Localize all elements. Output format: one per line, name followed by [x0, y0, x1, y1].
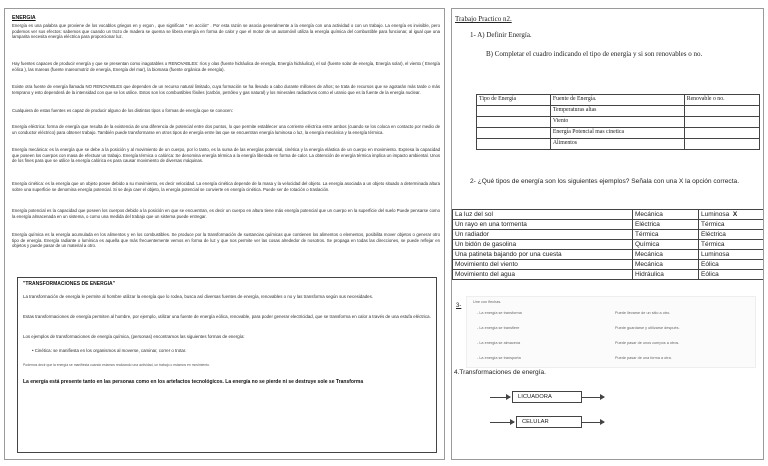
matching-left-item[interactable]: - La energía se almacena: [477, 341, 521, 345]
table-cell-empty[interactable]: [684, 139, 759, 150]
example-cell: Movimiento del agua: [453, 270, 633, 280]
celular-box: CELULAR: [516, 416, 582, 428]
box-closing: La energía está presente tanto en las personas como en los artefactos tecnológicos. La energía no se pierde ni se destruye sole se Transforma: [23, 379, 364, 385]
energy-table: [476, 94, 760, 150]
table-header: Tipo de Energía: [477, 95, 551, 106]
example-cell: Un rayo en una tormenta: [453, 220, 633, 230]
box-small-note: Podemos decir que la energía se manifiesta cuando estamos realizando una actividad, un trabajo o estamos en movimiento.: [23, 363, 210, 367]
table-cell-empty[interactable]: [477, 128, 551, 139]
question-2: 2- ¿Qué tipos de energía son los siguientes ejemplos? Señala con una X la opción correcta.: [470, 178, 740, 185]
option-cell[interactable]: Mecánica: [633, 250, 699, 260]
box-bullet: • Cinética: se manifiesta en los organismos al moverse, caminar, correr o trotar.: [32, 348, 187, 353]
bullet-text: Cinética: se manifiesta en los organismos al moverse, caminar, correr o trotar.: [34, 348, 187, 353]
question-1a: 1- A) Definir Energía.: [470, 31, 532, 39]
arrow-icon: [582, 397, 604, 398]
table-row: [453, 260, 765, 270]
arrow-icon: [582, 422, 604, 423]
option-text: Luminosa: [701, 211, 730, 218]
example-cell: Un radiador: [453, 230, 633, 240]
option-cell[interactable]: Eólica: [699, 260, 765, 270]
example-cell: Una patineta bajando por una cuesta: [453, 250, 633, 260]
transformaciones-box: [17, 277, 437, 453]
option-cell[interactable]: Térmica: [633, 230, 699, 240]
table-cell-empty[interactable]: [684, 128, 759, 139]
option-cell[interactable]: Química: [633, 240, 699, 250]
option-cell[interactable]: Mecánica: [633, 260, 699, 270]
matching-exercise: [466, 296, 756, 368]
paragraph-intro: Energía es una palabra que proviene de los vocablos griegos en y ergon , que significan " en acción" . Por esta razón se asocia generalmente a la energía con una actividad o con un trabajo. La energía es invisible, pero podemos ver sus efectos: sabemos que cuando un trozo de madera se quema se libera energía en forma de calor y que el motor de un automóvil utiliza la energía química del combustible para funcionar, al igual que una lamparita necesita energía eléctrica para proporcionar luz.: [12, 23, 440, 40]
paragraph-no-renovables: Existe otra fuente de energía llamada NO RENOVABLES que dependen de un recurso natural limitado, cuya formación se ha llevado a cabo durante millones de años; se trata de recursos que se agotarán más tarde o más temprano y esto dependerá de la intensidad con que se los utilice. Estos son los combustibles fósiles (carbón, petróleo y gas natural) y los minerales radiactivos como el uranio que es la fuente de la energía nuclear.: [12, 84, 440, 95]
table-cell-empty[interactable]: [477, 106, 551, 117]
paragraph-quimica: Energía química es la energía acumulada en los alimentos y en los combustibles. Se produce por la transformación de sustancias químicas que contienen los alimentos o elementos, posibilita mover objetos o generar otro tipo de energía. Energía radiante o lumínica es aquella que más frecuentemente vemos en forma de luz y que nos permite ver las cosas alrededor de nosotros. Se propaga en todas las direcciones, se puede reflejar en objetos y puede pasar de un material a otro.: [12, 232, 440, 249]
matching-right-item[interactable]: Puede llevarse de un sitio a otro.: [615, 311, 671, 315]
licuadora-box: LICUADORA: [512, 391, 582, 403]
box-title: "TRANSFORMACIONES DE ENERGIA": [23, 281, 115, 287]
table-cell-empty[interactable]: [477, 139, 551, 150]
option-cell[interactable]: Mecánica: [633, 210, 699, 220]
question-3-label: 3-: [456, 303, 462, 309]
matching-left-item[interactable]: - La energía se transfiere: [477, 326, 520, 330]
examples-table: [452, 209, 764, 280]
paragraph-cinetica: Energía cinética: es la energía que un objeto posee debido a su movimiento, es decir velocidad. La energía cinética depende de la masa y la velocidad del objeto. La energía asociada a un objeto situado a determinada altura sobre una superficie se denomina energía potencial. Si se deja caer el objeto, la energía potencial se convierte en energía cinética. Puede ser de rotación o traslación.: [12, 181, 440, 192]
table-cell: Energía Potencial mas cinetica: [550, 128, 684, 139]
question-4: 4.Transformaciones de energía.: [454, 369, 546, 376]
table-row: [453, 210, 765, 220]
matching-right-item[interactable]: Puede guardarse y utilizarse después.: [615, 326, 680, 330]
option-cell[interactable]: Térmica: [699, 240, 765, 250]
box-paragraph-1: La transformación de energía le permite al hombre utilizar la energía que lo rodea, busca así diversas fuentes de energía, renovables o no y las transforma según sus necesidades.: [23, 294, 373, 299]
right-page: [451, 8, 764, 460]
table-row: [453, 220, 765, 230]
option-cell[interactable]: Eléctrica: [633, 220, 699, 230]
table-row: [453, 270, 765, 280]
option-cell[interactable]: Hidráulica: [633, 270, 699, 280]
table-cell: Temperaturas altas: [550, 106, 684, 117]
option-cell-with-mark[interactable]: [699, 210, 765, 220]
paragraph-renovables: Hay fuentes capaces de producir energía y que se presentan como inagotables o RENOVABLES: ríos y olas (fuente hidráulica de energía, Energía hidráulica), el sol (fuente solar de energía, Energía solar), el viento ( Energía eólica ), las mareas (fuente mareomotriz de energía, Energía del mar), la biomasa (fuente orgánica de energía).: [12, 61, 440, 72]
table-cell: Viento: [550, 117, 684, 128]
example-cell: Movimiento del viento: [453, 260, 633, 270]
matching-left-item[interactable]: - La energía se transporta: [477, 356, 521, 360]
table-header: Renovable o no.: [684, 95, 759, 106]
table-row: [453, 240, 765, 250]
option-cell[interactable]: Térmica: [699, 220, 765, 230]
box-paragraph-2: Estas transformaciones de energía permiten al hombre, por ejemplo, utilizar una fuente de energía eólica, renovable, para poder generar electricidad, que se transforma en calor a través de una estufa eléctrica.: [23, 314, 431, 319]
option-cell[interactable]: Eléctrica: [699, 230, 765, 240]
paragraph-electrica: Energía eléctrica: forma de energía que resulta de la existencia de una diferencia de potencial entre dos puntos, lo que permite establecer una corriente eléctrica entre ambos (cuando se los coloca en contacto por medio de un conductor eléctrico) para obtener trabajo. También puede transformarse en otros tipos de energía entre las que se encuentran energía luminosa o luz, la energía mecánica y la energía térmica.: [12, 124, 440, 135]
table-cell-empty[interactable]: [477, 117, 551, 128]
practice-title: Trabajo Practico n2.: [455, 15, 512, 23]
option-cell[interactable]: Eólica: [699, 270, 765, 280]
box-paragraph-3: Los ejemplos de transformaciones de energía química, (personas) encontramos las siguientes formas de energía:: [23, 334, 245, 339]
matching-left-item[interactable]: - La energía se transforma: [477, 311, 522, 315]
table-cell-empty[interactable]: [684, 106, 759, 117]
example-cell: Un bidón de gasolina: [453, 240, 633, 250]
page-heading: ENERGIA: [12, 15, 36, 21]
x-mark: X: [732, 211, 738, 218]
table-header: Fuente de Energía.: [550, 95, 684, 106]
arrow-icon: [490, 422, 514, 423]
table-cell-empty[interactable]: [684, 117, 759, 128]
table-cell: Alimentos: [550, 139, 684, 150]
option-cell[interactable]: Luminosa: [699, 250, 765, 260]
matching-right-item[interactable]: Puede pasar de una forma a otra.: [615, 356, 672, 360]
paragraph-mecanica: Energía mecánica: es la energía que se debe a la posición y al movimiento de un cuerpo, por lo tanto, es la suma de las energías potencial, cinética y la energía elástica de un cuerpo en movimiento. Expresa la capacidad que poseen los cuerpos con masa de efectuar un trabajo. Energía térmica o calórica: Se denomina energía térmica a la energía liberada en forma de calor. La obtención de energía térmica implica un impacto ambiental. Unos de los fines para que se utilice la energía calórica es para causar movimiento de diversas máquinas.: [12, 147, 440, 164]
arrow-icon: [490, 397, 510, 398]
question-1b: B) Completar el cuadro indicando el tipo de energía y si son renovables o no.: [486, 50, 703, 58]
matching-right-item[interactable]: Puede pasar de unos cuerpos a otros.: [615, 341, 680, 345]
matching-instruction: Une con flechas.: [473, 300, 502, 304]
table-row: [453, 250, 765, 260]
paragraph-tipos: Cualquiera de estas fuentes es capaz de producir alguno de los distintos tipos o formas de energía que se conocen:: [12, 108, 233, 113]
example-cell: La luz del sol: [453, 210, 633, 220]
left-page: [4, 8, 445, 460]
table-row: [453, 230, 765, 240]
paragraph-potencial: Energía potencial es la capacidad que poseen los cuerpos debido a la posición en que se encuentran, es decir un cuerpo en altura tiene más energía potencial que un cuerpo en la superficie del suelo Puede pensarse como la energía almacenada en un sistema, o como una medida del trabajo que un sistema puede entregar.: [12, 208, 440, 219]
